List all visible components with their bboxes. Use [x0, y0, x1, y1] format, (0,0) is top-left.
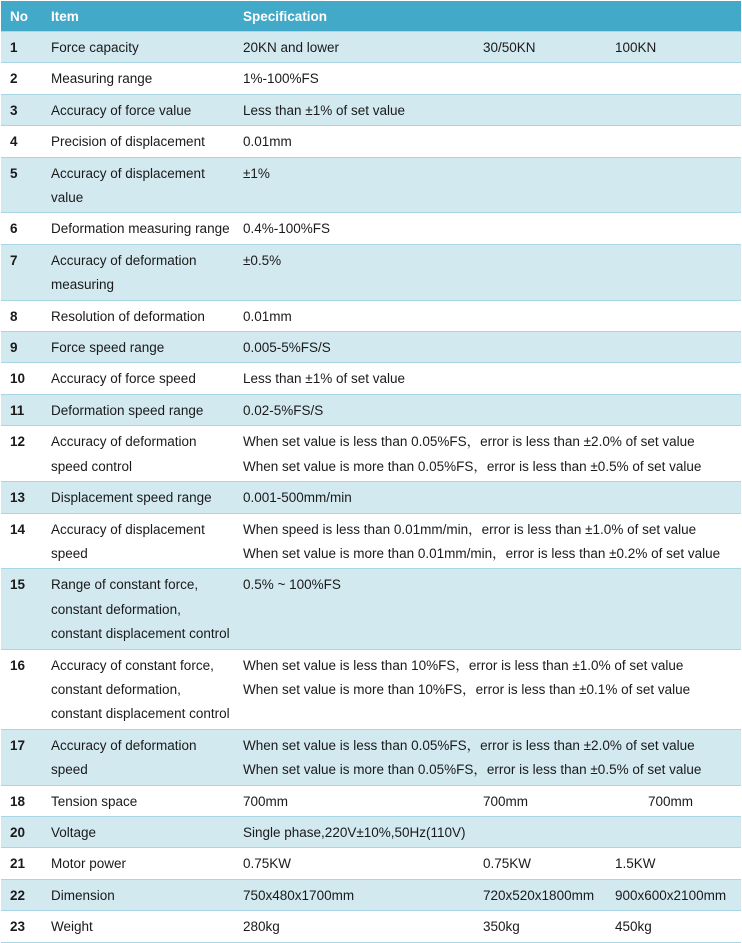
row-specification	[237, 332, 741, 363]
row-specification	[237, 879, 741, 910]
spec-line: Single phase,220V±10%,50Hz(110V)	[243, 824, 466, 840]
spec-line: When set value is less than 0.05%FS，error is less than ±2.0% of set value	[243, 737, 695, 753]
table-row	[1, 848, 741, 879]
row-number: 17	[1, 729, 45, 785]
row-item: Deformation measuring range	[45, 213, 237, 244]
table-row	[1, 879, 741, 910]
row-number: 4	[1, 126, 45, 157]
spec-col-3: 900x600x2100mm	[615, 887, 727, 903]
row-item: Force speed range	[45, 332, 237, 363]
table-row	[1, 394, 741, 425]
table-row	[1, 213, 741, 244]
row-number: 9	[1, 332, 45, 363]
spec-line: ±1%	[243, 165, 270, 181]
row-item: Accuracy of deformation measuring	[45, 244, 237, 300]
row-number: 22	[1, 879, 45, 910]
row-specification	[237, 729, 741, 785]
spec-line: When set value is more than 10%FS，error is less than ±0.1% of set value	[243, 681, 691, 697]
row-specification	[237, 126, 741, 157]
row-specification	[237, 213, 741, 244]
spec-col-1: 0.75KW	[243, 856, 292, 872]
specification-table	[1, 1, 741, 943]
table-row	[1, 816, 741, 847]
row-item: Tension space	[45, 785, 237, 816]
row-specification	[237, 513, 741, 569]
table-row	[1, 126, 741, 157]
row-item: Displacement speed range	[45, 482, 237, 513]
header-no: No	[1, 1, 45, 32]
row-item: Dimension	[45, 879, 237, 910]
spec-col-1: 750x480x1700mm	[243, 887, 355, 903]
row-item: Accuracy of force speed	[45, 363, 237, 394]
table-row	[1, 911, 741, 942]
spec-line: 0.01mm	[243, 134, 292, 150]
table-row	[1, 300, 741, 331]
spec-line: When speed is less than 0.01mm/min，error is less than ±1.0% of set value	[243, 521, 697, 537]
spec-col-2: 720x520x1800mm	[483, 887, 595, 903]
row-specification	[237, 63, 741, 94]
table-row	[1, 63, 741, 94]
row-number: 12	[1, 426, 45, 482]
row-number: 21	[1, 848, 45, 879]
row-specification	[237, 482, 741, 513]
spec-line: 0.5% ~ 100%FS	[243, 577, 341, 593]
row-number: 18	[1, 785, 45, 816]
table-row	[1, 426, 741, 482]
table-row	[1, 332, 741, 363]
spec-col-2: 0.75KW	[483, 856, 532, 872]
spec-line: 0.4%-100%FS	[243, 221, 331, 237]
row-number: 7	[1, 244, 45, 300]
row-item: Accuracy of displacement speed	[45, 513, 237, 569]
spec-line: When set value is more than 0.05%FS，error is less than ±0.5% of set value	[243, 458, 702, 474]
spec-line: When set value is more than 0.05%FS，error is less than ±0.5% of set value	[243, 762, 702, 778]
row-specification	[237, 300, 741, 331]
table-row	[1, 363, 741, 394]
row-number: 3	[1, 94, 45, 125]
spec-col-2: 30/50KN	[483, 40, 536, 55]
row-item: Range of constant force, constant deformation, constant displacement control	[45, 569, 237, 649]
row-number: 16	[1, 649, 45, 729]
spec-line: 0.001-500mm/min	[243, 490, 352, 506]
row-item: Measuring range	[45, 63, 237, 94]
row-specification	[237, 157, 741, 213]
spec-line: 0.005-5%FS/S	[243, 340, 331, 356]
row-number: 13	[1, 482, 45, 513]
row-number: 20	[1, 816, 45, 847]
spec-line: Less than ±1% of set value	[243, 102, 406, 118]
header-specification: Specification	[237, 1, 741, 32]
table-row	[1, 94, 741, 125]
row-specification	[237, 649, 741, 729]
spec-line: 1%-100%FS	[243, 71, 319, 87]
header-item: Item	[45, 1, 237, 32]
row-specification	[237, 911, 741, 942]
table-row	[1, 32, 741, 63]
spec-line: When set value is less than 0.05%FS，error is less than ±2.0% of set value	[243, 434, 695, 450]
spec-col-1: 700mm	[243, 793, 289, 809]
row-item: Accuracy of displacement value	[45, 157, 237, 213]
row-number: 8	[1, 300, 45, 331]
row-specification	[237, 32, 741, 63]
row-item: Motor power	[45, 848, 237, 879]
row-number: 10	[1, 363, 45, 394]
row-specification	[237, 363, 741, 394]
spec-line: When set value is more than 0.01mm/min，error is less than ±0.2% of set value	[243, 545, 721, 561]
row-number: 11	[1, 394, 45, 425]
header-row	[1, 1, 741, 32]
table-row	[1, 569, 741, 649]
row-item: Precision of displacement	[45, 126, 237, 157]
row-number: 2	[1, 63, 45, 94]
row-specification	[237, 394, 741, 425]
row-specification	[237, 94, 741, 125]
row-number: 23	[1, 911, 45, 942]
row-item: Voltage	[45, 816, 237, 847]
row-item: Accuracy of force value	[45, 94, 237, 125]
table-row	[1, 513, 741, 569]
row-specification	[237, 816, 741, 847]
spec-col-2: 700mm	[483, 793, 529, 809]
row-item: Deformation speed range	[45, 394, 237, 425]
table-row	[1, 157, 741, 213]
row-item: Accuracy of deformation speed	[45, 729, 237, 785]
row-number: 1	[1, 32, 45, 63]
spec-col-1: 20KN and lower	[243, 40, 340, 55]
spec-col-3: 700mm	[648, 793, 694, 809]
row-item: Accuracy of constant force, constant deformation, constant displacement control	[45, 649, 237, 729]
row-item: Accuracy of deformation speed control	[45, 426, 237, 482]
spec-col-3: 100KN	[615, 40, 657, 55]
spec-col-3: 1.5KW	[615, 856, 656, 872]
table-row	[1, 785, 741, 816]
row-item: Force capacity	[45, 32, 237, 63]
spec-line: When set value is less than 10%FS，error is less than ±1.0% of set value	[243, 657, 684, 673]
spec-line: 0.02-5%FS/S	[243, 402, 324, 418]
row-specification	[237, 848, 741, 879]
table-row	[1, 649, 741, 729]
row-number: 14	[1, 513, 45, 569]
table-row	[1, 244, 741, 300]
spec-line: ±0.5%	[243, 252, 282, 268]
row-item: Resolution of deformation	[45, 300, 237, 331]
row-specification	[237, 426, 741, 482]
spec-col-1: 280kg	[243, 919, 280, 935]
row-specification	[237, 785, 741, 816]
table-row	[1, 729, 741, 785]
spec-col-2: 350kg	[483, 919, 520, 935]
row-item: Weight	[45, 911, 237, 942]
row-specification	[237, 244, 741, 300]
spec-line: Less than ±1% of set value	[243, 371, 406, 387]
row-number: 5	[1, 157, 45, 213]
spec-line: 0.01mm	[243, 308, 292, 324]
table-row	[1, 482, 741, 513]
row-number: 6	[1, 213, 45, 244]
spec-col-3: 450kg	[615, 919, 652, 935]
row-specification	[237, 569, 741, 649]
row-number: 15	[1, 569, 45, 649]
